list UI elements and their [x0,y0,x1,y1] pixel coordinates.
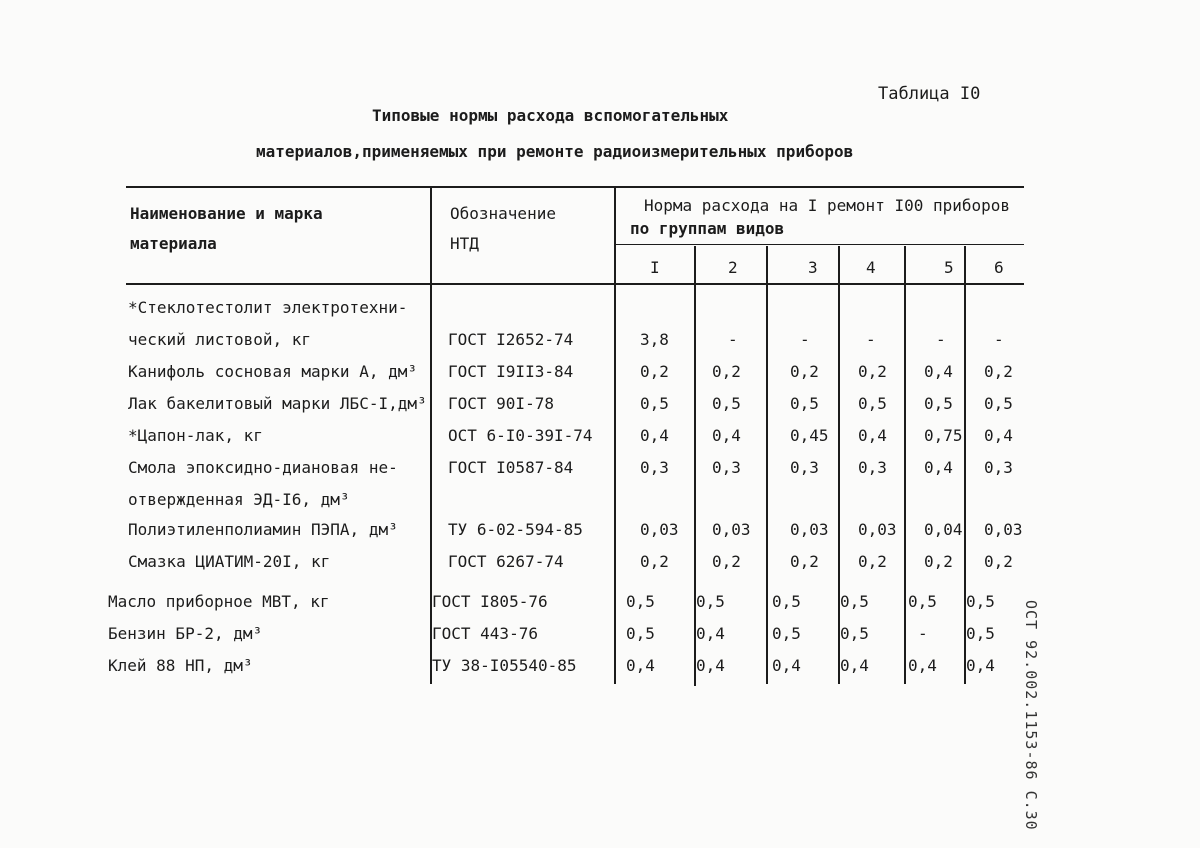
ntd-code: ГОСТ I9II3-84 [448,362,574,381]
ntd-code: ГОСТ I2652-74 [448,330,574,349]
norm-value: 0,4 [966,656,995,675]
norm-value: 0,03 [984,520,1023,539]
norm-value: 0,5 [696,592,725,611]
norm-value: 0,5 [858,394,887,413]
norm-value: - [918,624,928,643]
norm-value: 0,4 [772,656,801,675]
norm-value: 0,5 [908,592,937,611]
group-header: 4 [866,258,876,277]
col-divider-g6 [964,246,966,684]
norm-value: 0,5 [772,592,801,611]
ntd-code: ОСТ 6-I0-39I-74 [448,426,593,445]
norm-subheader-rule [614,244,1024,245]
norm-value: - [936,330,946,349]
norm-value: - [728,330,738,349]
norm-value: 0,2 [924,552,953,571]
header-ntd-line-1: Обозначение [450,204,556,223]
col-divider-g3 [766,246,768,684]
header-material-line-1: Наименование и марка [130,204,323,223]
ntd-code: ГОСТ 443-76 [432,624,538,643]
norm-value: 0,2 [712,552,741,571]
norm-value: 0,03 [712,520,751,539]
norm-value: 0,3 [858,458,887,477]
norm-value: 0,3 [790,458,819,477]
col-divider-g5 [904,246,906,684]
material-name: *Цапон-лак, кг [128,426,263,445]
norm-value: 0,3 [984,458,1013,477]
norm-value: 0,5 [626,624,655,643]
material-name: Канифоль сосновая марки А, дм³ [128,362,417,381]
norm-value: 0,2 [790,552,819,571]
norm-value: 0,4 [924,458,953,477]
header-norm-line-1: Норма расхода на I ремонт I00 приборов [644,196,1011,215]
norm-value: - [866,330,876,349]
norm-value: 0,2 [858,362,887,381]
norm-value: 0,4 [858,426,887,445]
ntd-code: ГОСТ I0587-84 [448,458,574,477]
table-number: Таблица I0 [878,84,981,104]
material-name: *Стеклотестолит электротехни- [128,298,408,317]
norm-value: 0,5 [790,394,819,413]
norm-value: 0,3 [640,458,669,477]
norm-value: 0,5 [924,394,953,413]
material-name: ческий листовой, кг [128,330,312,349]
ntd-code: ГОСТ 6267-74 [448,552,564,571]
norm-value: 0,4 [712,426,741,445]
ntd-code: ТУ 38-I05540-85 [432,656,577,675]
norm-value: 0,4 [696,656,725,675]
norm-value: 0,04 [924,520,963,539]
norm-value: 0,5 [966,624,995,643]
norm-value: 0,4 [840,656,869,675]
norm-value: 0,03 [790,520,829,539]
norm-value: 0,4 [696,624,725,643]
norm-value: 0,5 [640,394,669,413]
material-name: Масло приборное МВТ, кг [108,592,330,611]
norm-value: 0,2 [712,362,741,381]
header-bottom-rule [126,283,1024,285]
norm-value: 0,2 [858,552,887,571]
ntd-code: ТУ 6-02-594-85 [448,520,583,539]
group-header: I [650,258,660,277]
material-name: Бензин БР-2, дм³ [108,624,263,643]
group-header: 6 [994,258,1004,277]
norm-value: 0,75 [924,426,963,445]
norm-value: 3,8 [640,330,669,349]
ntd-code: ГОСТ I805-76 [432,592,548,611]
group-header: 3 [808,258,818,277]
norm-value: 0,03 [640,520,679,539]
header-ntd-line-2: НТД [450,234,479,253]
norm-value: 0,5 [984,394,1013,413]
norm-value: 0,5 [840,624,869,643]
norm-value: 0,3 [712,458,741,477]
norm-value: 0,4 [984,426,1013,445]
material-name: Смазка ЦИАТИМ-20I, кг [128,552,331,571]
ntd-code: ГОСТ 90I-78 [448,394,554,413]
group-header: 5 [944,258,954,277]
norm-value: 0,4 [626,656,655,675]
side-document-stamp: ОСТ 92.002.1153-86 С.30 [1022,600,1040,831]
material-name: Лак бакелитовый марки ЛБС-I,дм³ [128,394,427,413]
group-header: 2 [728,258,738,277]
norm-value: 0,2 [790,362,819,381]
header-material-line-2: материала [130,234,217,253]
table-title-line-1: Типовые нормы расхода вспомогательных [372,106,729,125]
material-name: Клей 88 НП, дм³ [108,656,253,675]
norm-value: 0,5 [772,624,801,643]
norm-value: 0,5 [712,394,741,413]
norm-value: 0,4 [640,426,669,445]
norm-value: 0,03 [858,520,897,539]
material-name: отвержденная ЭД-I6, дм³ [128,490,350,509]
norm-value: 0,2 [640,362,669,381]
norm-value: 0,4 [924,362,953,381]
material-name: Смола эпоксидно-диановая не- [128,458,398,477]
norm-value: 0,5 [840,592,869,611]
norm-value: - [994,330,1004,349]
table-title-line-2: материалов,применяемых при ремонте радиоизмерительных приборов [256,142,854,161]
norm-value: 0,5 [626,592,655,611]
norm-value: 0,2 [640,552,669,571]
norm-value: 0,5 [966,592,995,611]
table-top-rule [126,186,1024,188]
col-divider-g4 [838,246,840,684]
col-divider-g2 [694,246,696,686]
norm-value: 0,45 [790,426,829,445]
norm-value: 0,2 [984,552,1013,571]
norm-value: 0,4 [908,656,937,675]
norm-value: - [800,330,810,349]
col-divider-norm [614,188,616,684]
header-norm-line-2: по группам видов [630,219,785,238]
norm-value: 0,2 [984,362,1013,381]
material-name: Полиэтиленполиамин ПЭПА, дм³ [128,520,398,539]
